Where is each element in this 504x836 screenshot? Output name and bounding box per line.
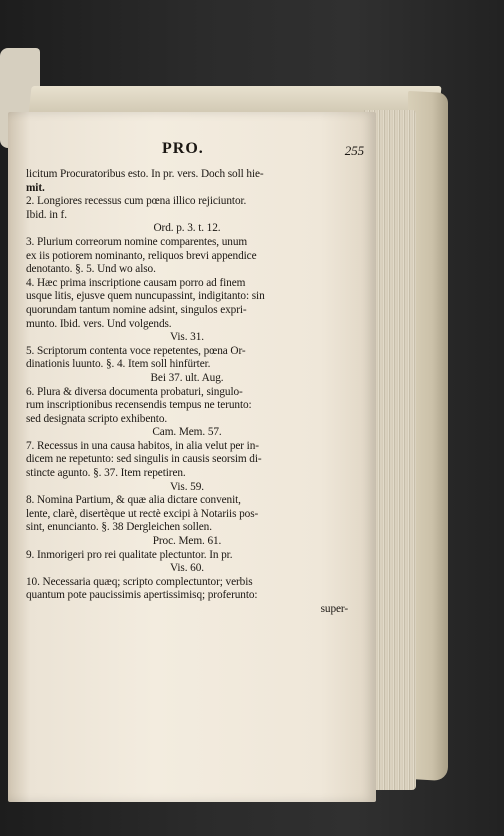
text-line: munto. Ibid. vers. Und volgends. [26, 317, 172, 330]
text-line: Ibid. in f. [26, 208, 67, 221]
text-line: dinationis luunto. §. 4. Item soll hinfürter. [26, 358, 211, 371]
text-line: 9. Inmorigeri pro rei qualitate plectuntor. In pr. [26, 548, 233, 561]
section-heading: Cam. Mem. 57. [152, 426, 222, 439]
text-line: usque litis, ejusve quem nuncupassint, indigitanto: sin [26, 290, 265, 303]
text-line: mit. [26, 181, 45, 194]
text-line: 10. Necessaria quæq; scripto complectuntor; verbis [26, 575, 253, 588]
section-heading: Proc. Mem. 61. [152, 535, 222, 548]
text-line: sint, enuncianto. §. 38 Dergleichen sollen. [26, 521, 212, 534]
text-line: licitum Procuratoribus esto. In pr. vers. Doch soll hie- [26, 168, 264, 180]
text-line: lente, clarè, disertèque ut rectè excipi à Notariis pos- [26, 507, 259, 520]
text-line: ex iis potiorem nominanto, reliquos brevi appendice [26, 249, 257, 262]
section-heading: Bei 37. ult. Aug. [150, 371, 224, 384]
section-heading: Vis. 60. [170, 562, 204, 575]
text-line: stincte agunto. §. 37. Item repetiren. [26, 467, 186, 480]
catchword: super- [320, 603, 348, 615]
text-line: 6. Plura & diversa documenta probaturi, singulo- [26, 385, 243, 398]
section-heading: Vis. 31. [170, 331, 204, 344]
text-line: 7. Recessus in una causa habitos, in alia velut per in- [26, 439, 259, 452]
running-head: PRO. [162, 140, 204, 157]
page-body [26, 168, 348, 617]
text-line: quorundam tantum nomine adsint, singulos expri- [26, 303, 247, 316]
text-line: 8. Nomina Partium, & quæ alia dictare convenit, [26, 494, 241, 507]
text-line: dicem ne repetunto: sed singulis in causis seorsim di- [26, 453, 262, 466]
section-heading: Vis. 59. [170, 480, 204, 493]
text-line: 4. Hæc prima inscriptione causam porro ad finem [26, 276, 246, 289]
text-line: quantum pote paucissimis apertissimisq; proferunto: [26, 589, 258, 602]
book-page [8, 112, 376, 802]
text-line: sed designata scripto exhibento. [26, 412, 168, 425]
text-line: 5. Scriptorum contenta voce repetentes, pœna Or- [26, 344, 246, 357]
text-line: rum inscriptionibus recensendis tempus ne terunto: [26, 399, 252, 412]
section-heading: Ord. p. 3. t. 12. [153, 222, 221, 235]
text-line: 2. Longiores recessus cum pœna illico rejiciuntor. [26, 195, 247, 208]
text-line: 3. Plurium correorum nomine comparentes, unum [26, 235, 248, 248]
text-line: denotanto. §. 5. Und wo also. [26, 263, 156, 276]
page-number: 255 [344, 143, 364, 158]
